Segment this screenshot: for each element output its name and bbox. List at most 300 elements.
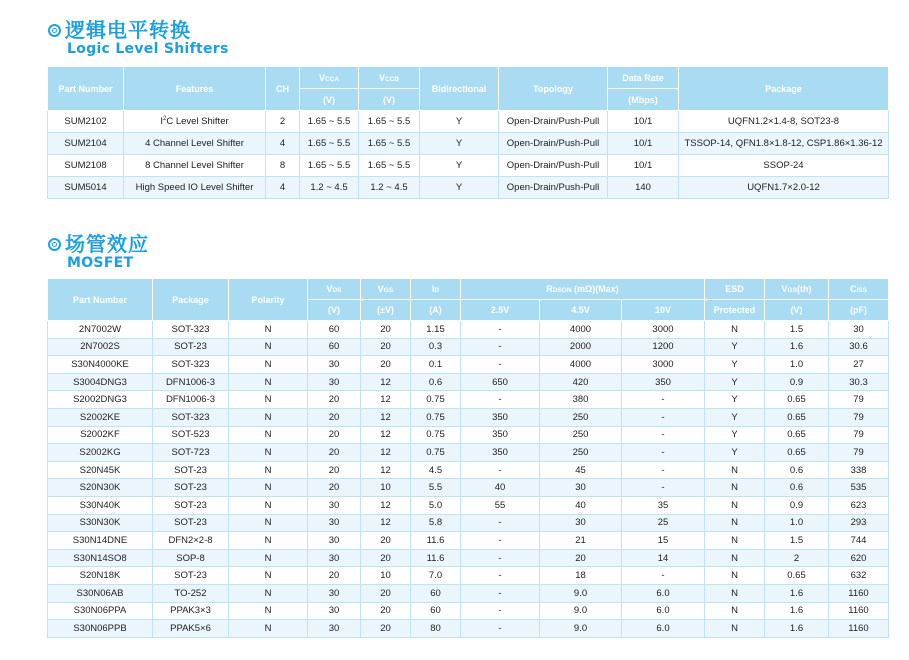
- cell-esd: N: [705, 461, 765, 479]
- cell-features: 4 Channel Level Shifter: [124, 133, 266, 155]
- cell-rdson-10v: -: [622, 461, 705, 479]
- cell-rdson-10v: -: [622, 426, 705, 444]
- cell-ciss: 79: [829, 426, 889, 444]
- cell-vds: 30: [308, 373, 361, 391]
- cell-features: $I^2C$ Level Shifter: [124, 111, 266, 133]
- cell-features: High Speed IO Level Shifter: [124, 177, 266, 199]
- cell-vds: 20: [308, 479, 361, 497]
- cell-bidirectional: Y: [420, 111, 499, 133]
- cell-rdson-10v: 1200: [622, 338, 705, 356]
- cell-topology: Open-Drain/Push-Pull: [499, 111, 608, 133]
- cell-polarity: N: [229, 514, 308, 532]
- table-row: [48, 356, 889, 374]
- cell-rdson-2v5: 55: [461, 496, 540, 514]
- cell-rdson-10v: 350: [622, 373, 705, 391]
- cell-package: SOT-323: [153, 321, 229, 339]
- cell-id: 0.75: [411, 391, 461, 409]
- col-vgsth-unit: (V): [765, 300, 829, 321]
- cell-vds: 30: [308, 549, 361, 567]
- cell-rdson-2v5: -: [461, 514, 540, 532]
- cell-polarity: N: [229, 321, 308, 339]
- col-ch: CH: [266, 67, 300, 111]
- cell-package: SOT-23: [153, 338, 229, 356]
- table-row: [48, 602, 889, 620]
- cell-package: SOT-323: [153, 356, 229, 374]
- cell-rdson-4v5: 30: [540, 514, 622, 532]
- cell-ch: 8: [266, 155, 300, 177]
- cell-vds: 30: [308, 620, 361, 638]
- cell-polarity: N: [229, 532, 308, 550]
- mosfet-title-cn: 场管效应: [65, 232, 149, 256]
- cell-vccb: 1.65 ~ 5.5: [359, 111, 420, 133]
- cell-bidirectional: Y: [420, 155, 499, 177]
- cell-id: 0.75: [411, 444, 461, 462]
- col-rdson: RDSON (mΩ)(Max): [461, 279, 705, 300]
- cell-esd: N: [705, 321, 765, 339]
- cell-package: SOT-23: [153, 479, 229, 497]
- bullet-circle-icon: [48, 24, 61, 37]
- cell-rdson-4v5: 250: [540, 444, 622, 462]
- cell-rdson-10v: -: [622, 479, 705, 497]
- cell-rdson-10v: 6.0: [622, 602, 705, 620]
- cell-package: DFN1006-3: [153, 373, 229, 391]
- cell-polarity: N: [229, 408, 308, 426]
- cell-vgsth: 0.9: [765, 373, 829, 391]
- cell-vgs: 10: [361, 567, 411, 585]
- cell-features: 8 Channel Level Shifter: [124, 155, 266, 177]
- col-data-rate-unit: (Mbps): [608, 89, 679, 111]
- cell-rdson-4v5: 420: [540, 373, 622, 391]
- cell-rdson-2v5: -: [461, 391, 540, 409]
- cell-vds: 30: [308, 584, 361, 602]
- cell-esd: N: [705, 567, 765, 585]
- col-vcca: VCCA: [300, 67, 359, 89]
- cell-polarity: N: [229, 496, 308, 514]
- cell-esd: N: [705, 479, 765, 497]
- cell-part-number: SUM5014: [48, 177, 124, 199]
- cell-part-number: S30N4000KE: [48, 356, 153, 374]
- cell-topology: Open-Drain/Push-Pull: [499, 133, 608, 155]
- cell-rdson-4v5: 380: [540, 391, 622, 409]
- cell-vgs: 20: [361, 584, 411, 602]
- cell-rdson-4v5: 4000: [540, 321, 622, 339]
- cell-rdson-4v5: 9.0: [540, 602, 622, 620]
- cell-vgs: 20: [361, 356, 411, 374]
- cell-esd: N: [705, 620, 765, 638]
- col-id-unit: (A): [411, 300, 461, 321]
- cell-vgs: 20: [361, 549, 411, 567]
- cell-ciss: 623: [829, 496, 889, 514]
- cell-vds: 60: [308, 338, 361, 356]
- cell-package: SOT-723: [153, 444, 229, 462]
- cell-part-number: S30N40K: [48, 496, 153, 514]
- cell-part-number: S30N14SO8: [48, 549, 153, 567]
- col-vgs: VGS: [361, 279, 411, 300]
- col-rdson-10v: 10V: [622, 300, 705, 321]
- cell-ciss: 293: [829, 514, 889, 532]
- cell-id: 0.75: [411, 426, 461, 444]
- cell-package: UQFN1.7×2.0-12: [679, 177, 889, 199]
- cell-vds: 30: [308, 514, 361, 532]
- cell-id: 0.3: [411, 338, 461, 356]
- cell-vgs: 20: [361, 532, 411, 550]
- cell-rdson-10v: 35: [622, 496, 705, 514]
- cell-rdson-2v5: 40: [461, 479, 540, 497]
- cell-id: 0.1: [411, 356, 461, 374]
- cell-esd: N: [705, 496, 765, 514]
- cell-rdson-4v5: 2000: [540, 338, 622, 356]
- cell-vgsth: 0.6: [765, 461, 829, 479]
- cell-rdson-2v5: 650: [461, 373, 540, 391]
- table-row: [48, 338, 889, 356]
- cell-esd: Y: [705, 373, 765, 391]
- col-id: ID: [411, 279, 461, 300]
- cell-rdson-2v5: -: [461, 356, 540, 374]
- mosfet-title-en: MOSFET: [67, 255, 134, 271]
- cell-data-rate: 10/1: [608, 155, 679, 177]
- table-row: [48, 532, 889, 550]
- cell-rdson-10v: 6.0: [622, 584, 705, 602]
- cell-rdson-4v5: 9.0: [540, 620, 622, 638]
- cell-rdson-10v: 14: [622, 549, 705, 567]
- cell-rdson-10v: 6.0: [622, 620, 705, 638]
- cell-data-rate: 10/1: [608, 111, 679, 133]
- cell-part-number: 2N7002W: [48, 321, 153, 339]
- table-row: [48, 373, 889, 391]
- col-package: Package: [153, 279, 229, 321]
- cell-vgs: 20: [361, 620, 411, 638]
- cell-vgs: 20: [361, 338, 411, 356]
- cell-rdson-2v5: -: [461, 602, 540, 620]
- cell-id: 0.75: [411, 408, 461, 426]
- table-row: [48, 567, 889, 585]
- cell-polarity: N: [229, 584, 308, 602]
- col-vccb: VCCB: [359, 67, 420, 89]
- cell-vgsth: 1.0: [765, 356, 829, 374]
- cell-polarity: N: [229, 356, 308, 374]
- cell-part-number: SUM2104: [48, 133, 124, 155]
- table-row: [48, 177, 889, 199]
- col-vcca-unit: (V): [300, 89, 359, 111]
- cell-vds: 20: [308, 444, 361, 462]
- cell-vgsth: 1.6: [765, 602, 829, 620]
- cell-vcca: 1.65 ~ 5.5: [300, 155, 359, 177]
- cell-package: PPAK3×3: [153, 602, 229, 620]
- cell-vgs: 20: [361, 602, 411, 620]
- cell-package: SOP-8: [153, 549, 229, 567]
- cell-vgs: 12: [361, 514, 411, 532]
- cell-ciss: 744: [829, 532, 889, 550]
- cell-package: TSSOP-14, QFN1.8×1.8-12, CSP1.86×1.36-12: [679, 133, 889, 155]
- cell-package: SSOP-24: [679, 155, 889, 177]
- cell-part-number: S20N30K: [48, 479, 153, 497]
- col-package: Package: [679, 67, 889, 111]
- cell-ciss: 1160: [829, 602, 889, 620]
- cell-vgs: 20: [361, 321, 411, 339]
- cell-id: 60: [411, 602, 461, 620]
- cell-vccb: 1.2 ~ 4.5: [359, 177, 420, 199]
- cell-vgsth: 1.6: [765, 338, 829, 356]
- cell-package: SOT-23: [153, 514, 229, 532]
- cell-package: PPAK5×6: [153, 620, 229, 638]
- table-row: [48, 549, 889, 567]
- cell-id: 5.5: [411, 479, 461, 497]
- cell-part-number: S20N18K: [48, 567, 153, 585]
- cell-esd: N: [705, 549, 765, 567]
- cell-vccb: 1.65 ~ 5.5: [359, 133, 420, 155]
- cell-vgsth: 0.6: [765, 479, 829, 497]
- cell-part-number: S30N14DNE: [48, 532, 153, 550]
- cell-vgsth: 0.65: [765, 391, 829, 409]
- cell-vgsth: 1.6: [765, 584, 829, 602]
- table-row: [48, 584, 889, 602]
- cell-part-number: S30N06PPA: [48, 602, 153, 620]
- cell-rdson-4v5: 40: [540, 496, 622, 514]
- cell-vds: 60: [308, 321, 361, 339]
- cell-rdson-4v5: 21: [540, 532, 622, 550]
- cell-vgsth: 2: [765, 549, 829, 567]
- cell-rdson-4v5: 250: [540, 408, 622, 426]
- cell-part-number: S30N06AB: [48, 584, 153, 602]
- cell-id: 80: [411, 620, 461, 638]
- cell-vgs: 12: [361, 496, 411, 514]
- cell-polarity: N: [229, 567, 308, 585]
- cell-vcca: 1.65 ~ 5.5: [300, 133, 359, 155]
- col-vds: VDS: [308, 279, 361, 300]
- cell-part-number: S2002KF: [48, 426, 153, 444]
- cell-polarity: N: [229, 479, 308, 497]
- cell-rdson-2v5: -: [461, 567, 540, 585]
- cell-vgsth: 1.5: [765, 321, 829, 339]
- cell-rdson-4v5: 250: [540, 426, 622, 444]
- col-ciss: CISS: [829, 279, 889, 300]
- cell-rdson-2v5: -: [461, 620, 540, 638]
- table-row: [48, 133, 889, 155]
- cell-ciss: 30.3: [829, 373, 889, 391]
- col-rdson-2v5: 2.5V: [461, 300, 540, 321]
- cell-ch: 4: [266, 133, 300, 155]
- cell-polarity: N: [229, 373, 308, 391]
- table-row: [48, 155, 889, 177]
- cell-data-rate: 140: [608, 177, 679, 199]
- cell-part-number: S30N06PPB: [48, 620, 153, 638]
- cell-rdson-2v5: 350: [461, 444, 540, 462]
- col-features: Features: [124, 67, 266, 111]
- cell-ciss: 79: [829, 408, 889, 426]
- cell-rdson-4v5: 18: [540, 567, 622, 585]
- cell-vgs: 12: [361, 408, 411, 426]
- cell-vds: 30: [308, 356, 361, 374]
- cell-rdson-2v5: -: [461, 338, 540, 356]
- cell-rdson-10v: -: [622, 444, 705, 462]
- cell-rdson-10v: 25: [622, 514, 705, 532]
- cell-vds: 20: [308, 567, 361, 585]
- cell-vgsth: 0.65: [765, 426, 829, 444]
- cell-ciss: 30: [829, 321, 889, 339]
- cell-package: TO-252: [153, 584, 229, 602]
- cell-ciss: 632: [829, 567, 889, 585]
- col-vgsth: VGS(th): [765, 279, 829, 300]
- cell-vcca: 1.2 ~ 4.5: [300, 177, 359, 199]
- cell-package: UQFN1.2×1.4-8, SOT23-8: [679, 111, 889, 133]
- col-topology: Topology: [499, 67, 608, 111]
- table-row: [48, 111, 889, 133]
- cell-id: 60: [411, 584, 461, 602]
- cell-polarity: N: [229, 391, 308, 409]
- cell-package: SOT-523: [153, 426, 229, 444]
- cell-vds: 30: [308, 602, 361, 620]
- cell-part-number: S20N45K: [48, 461, 153, 479]
- cell-ciss: 535: [829, 479, 889, 497]
- logic-title-cn: 逻辑电平转换: [65, 18, 191, 42]
- cell-rdson-10v: -: [622, 391, 705, 409]
- cell-part-number: SUM2108: [48, 155, 124, 177]
- cell-vds: 30: [308, 532, 361, 550]
- cell-id: 5.8: [411, 514, 461, 532]
- col-ciss-unit: (pF): [829, 300, 889, 321]
- cell-package: SOT-23: [153, 567, 229, 585]
- cell-esd: N: [705, 514, 765, 532]
- cell-part-number: S2002DNG3: [48, 391, 153, 409]
- col-vgs-unit: (±V): [361, 300, 411, 321]
- cell-rdson-2v5: 350: [461, 408, 540, 426]
- cell-rdson-10v: -: [622, 567, 705, 585]
- col-part-number: Part Number: [48, 279, 153, 321]
- cell-rdson-2v5: -: [461, 532, 540, 550]
- table-row: [48, 321, 889, 339]
- cell-ciss: 620: [829, 549, 889, 567]
- cell-package: DFN2×2-8: [153, 532, 229, 550]
- cell-topology: Open-Drain/Push-Pull: [499, 177, 608, 199]
- cell-vgsth: 1.5: [765, 532, 829, 550]
- table-row: [48, 496, 889, 514]
- cell-id: 7.0: [411, 567, 461, 585]
- cell-vgsth: 1.0: [765, 514, 829, 532]
- cell-ciss: 30.6: [829, 338, 889, 356]
- cell-vds: 20: [308, 391, 361, 409]
- table-row: [48, 426, 889, 444]
- cell-vgs: 12: [361, 391, 411, 409]
- cell-vgsth: 0.65: [765, 567, 829, 585]
- col-vccb-unit: (V): [359, 89, 420, 111]
- mosfet-table: [47, 278, 889, 638]
- bullet-circle-icon: [48, 238, 61, 251]
- col-bidirectional: Bidirectional: [420, 67, 499, 111]
- cell-esd: N: [705, 584, 765, 602]
- cell-vds: 20: [308, 426, 361, 444]
- cell-vccb: 1.65 ~ 5.5: [359, 155, 420, 177]
- cell-ch: 4: [266, 177, 300, 199]
- cell-ciss: 1160: [829, 584, 889, 602]
- cell-ciss: 338: [829, 461, 889, 479]
- cell-vgsth: 0.9: [765, 496, 829, 514]
- cell-topology: Open-Drain/Push-Pull: [499, 155, 608, 177]
- table-row: [48, 408, 889, 426]
- col-esd-protected: Protected: [705, 300, 765, 321]
- cell-esd: Y: [705, 426, 765, 444]
- cell-id: 11.6: [411, 532, 461, 550]
- cell-vcca: 1.65 ~ 5.5: [300, 111, 359, 133]
- cell-rdson-2v5: 350: [461, 426, 540, 444]
- cell-esd: Y: [705, 444, 765, 462]
- cell-rdson-4v5: 45: [540, 461, 622, 479]
- cell-polarity: N: [229, 338, 308, 356]
- cell-part-number: S30N30K: [48, 514, 153, 532]
- col-rdson-4v5: 4.5V: [540, 300, 622, 321]
- col-data-rate: Data Rate: [608, 67, 679, 89]
- cell-part-number: 2N7002S: [48, 338, 153, 356]
- cell-esd: Y: [705, 338, 765, 356]
- cell-vgs: 10: [361, 479, 411, 497]
- cell-vgsth: 0.65: [765, 408, 829, 426]
- cell-id: 11.6: [411, 549, 461, 567]
- cell-bidirectional: Y: [420, 177, 499, 199]
- col-vds-unit: (V): [308, 300, 361, 321]
- table-row: [48, 391, 889, 409]
- cell-rdson-4v5: 4000: [540, 356, 622, 374]
- cell-data-rate: 10/1: [608, 133, 679, 155]
- cell-rdson-10v: 3000: [622, 356, 705, 374]
- cell-package: SOT-23: [153, 461, 229, 479]
- logic-table: [47, 66, 889, 199]
- cell-id: 4.5: [411, 461, 461, 479]
- cell-vgsth: 0.65: [765, 444, 829, 462]
- cell-id: 5.0: [411, 496, 461, 514]
- logic-section-title: [48, 19, 229, 57]
- cell-polarity: N: [229, 461, 308, 479]
- cell-part-number: S2002KE: [48, 408, 153, 426]
- cell-id: 0.6: [411, 373, 461, 391]
- cell-vgs: 12: [361, 444, 411, 462]
- cell-polarity: N: [229, 620, 308, 638]
- cell-ciss: 27: [829, 356, 889, 374]
- cell-esd: Y: [705, 356, 765, 374]
- cell-rdson-4v5: 9.0: [540, 584, 622, 602]
- cell-bidirectional: Y: [420, 133, 499, 155]
- cell-vds: 30: [308, 496, 361, 514]
- cell-rdson-2v5: -: [461, 461, 540, 479]
- cell-vgsth: 1.6: [765, 620, 829, 638]
- cell-rdson-4v5: 30: [540, 479, 622, 497]
- col-polarity: Polarity: [229, 279, 308, 321]
- col-esd: ESD: [705, 279, 765, 300]
- cell-vds: 20: [308, 408, 361, 426]
- table-row: [48, 444, 889, 462]
- cell-rdson-10v: 15: [622, 532, 705, 550]
- cell-esd: Y: [705, 391, 765, 409]
- cell-rdson-4v5: 20: [540, 549, 622, 567]
- cell-esd: N: [705, 602, 765, 620]
- table-row: [48, 461, 889, 479]
- mosfet-section-title: [48, 233, 149, 271]
- table-row: [48, 479, 889, 497]
- cell-part-number: SUM2102: [48, 111, 124, 133]
- col-part-number: Part Number: [48, 67, 124, 111]
- cell-ch: 2: [266, 111, 300, 133]
- logic-title-en: Logic Level Shifters: [67, 41, 229, 57]
- cell-package: DFN1006-3: [153, 391, 229, 409]
- cell-id: 1.15: [411, 321, 461, 339]
- cell-rdson-2v5: -: [461, 584, 540, 602]
- cell-ciss: 79: [829, 444, 889, 462]
- cell-part-number: S3004DNG3: [48, 373, 153, 391]
- cell-rdson-2v5: -: [461, 321, 540, 339]
- cell-package: SOT-323: [153, 408, 229, 426]
- cell-vgs: 12: [361, 461, 411, 479]
- cell-polarity: N: [229, 444, 308, 462]
- cell-part-number: S2002KG: [48, 444, 153, 462]
- table-row: [48, 620, 889, 638]
